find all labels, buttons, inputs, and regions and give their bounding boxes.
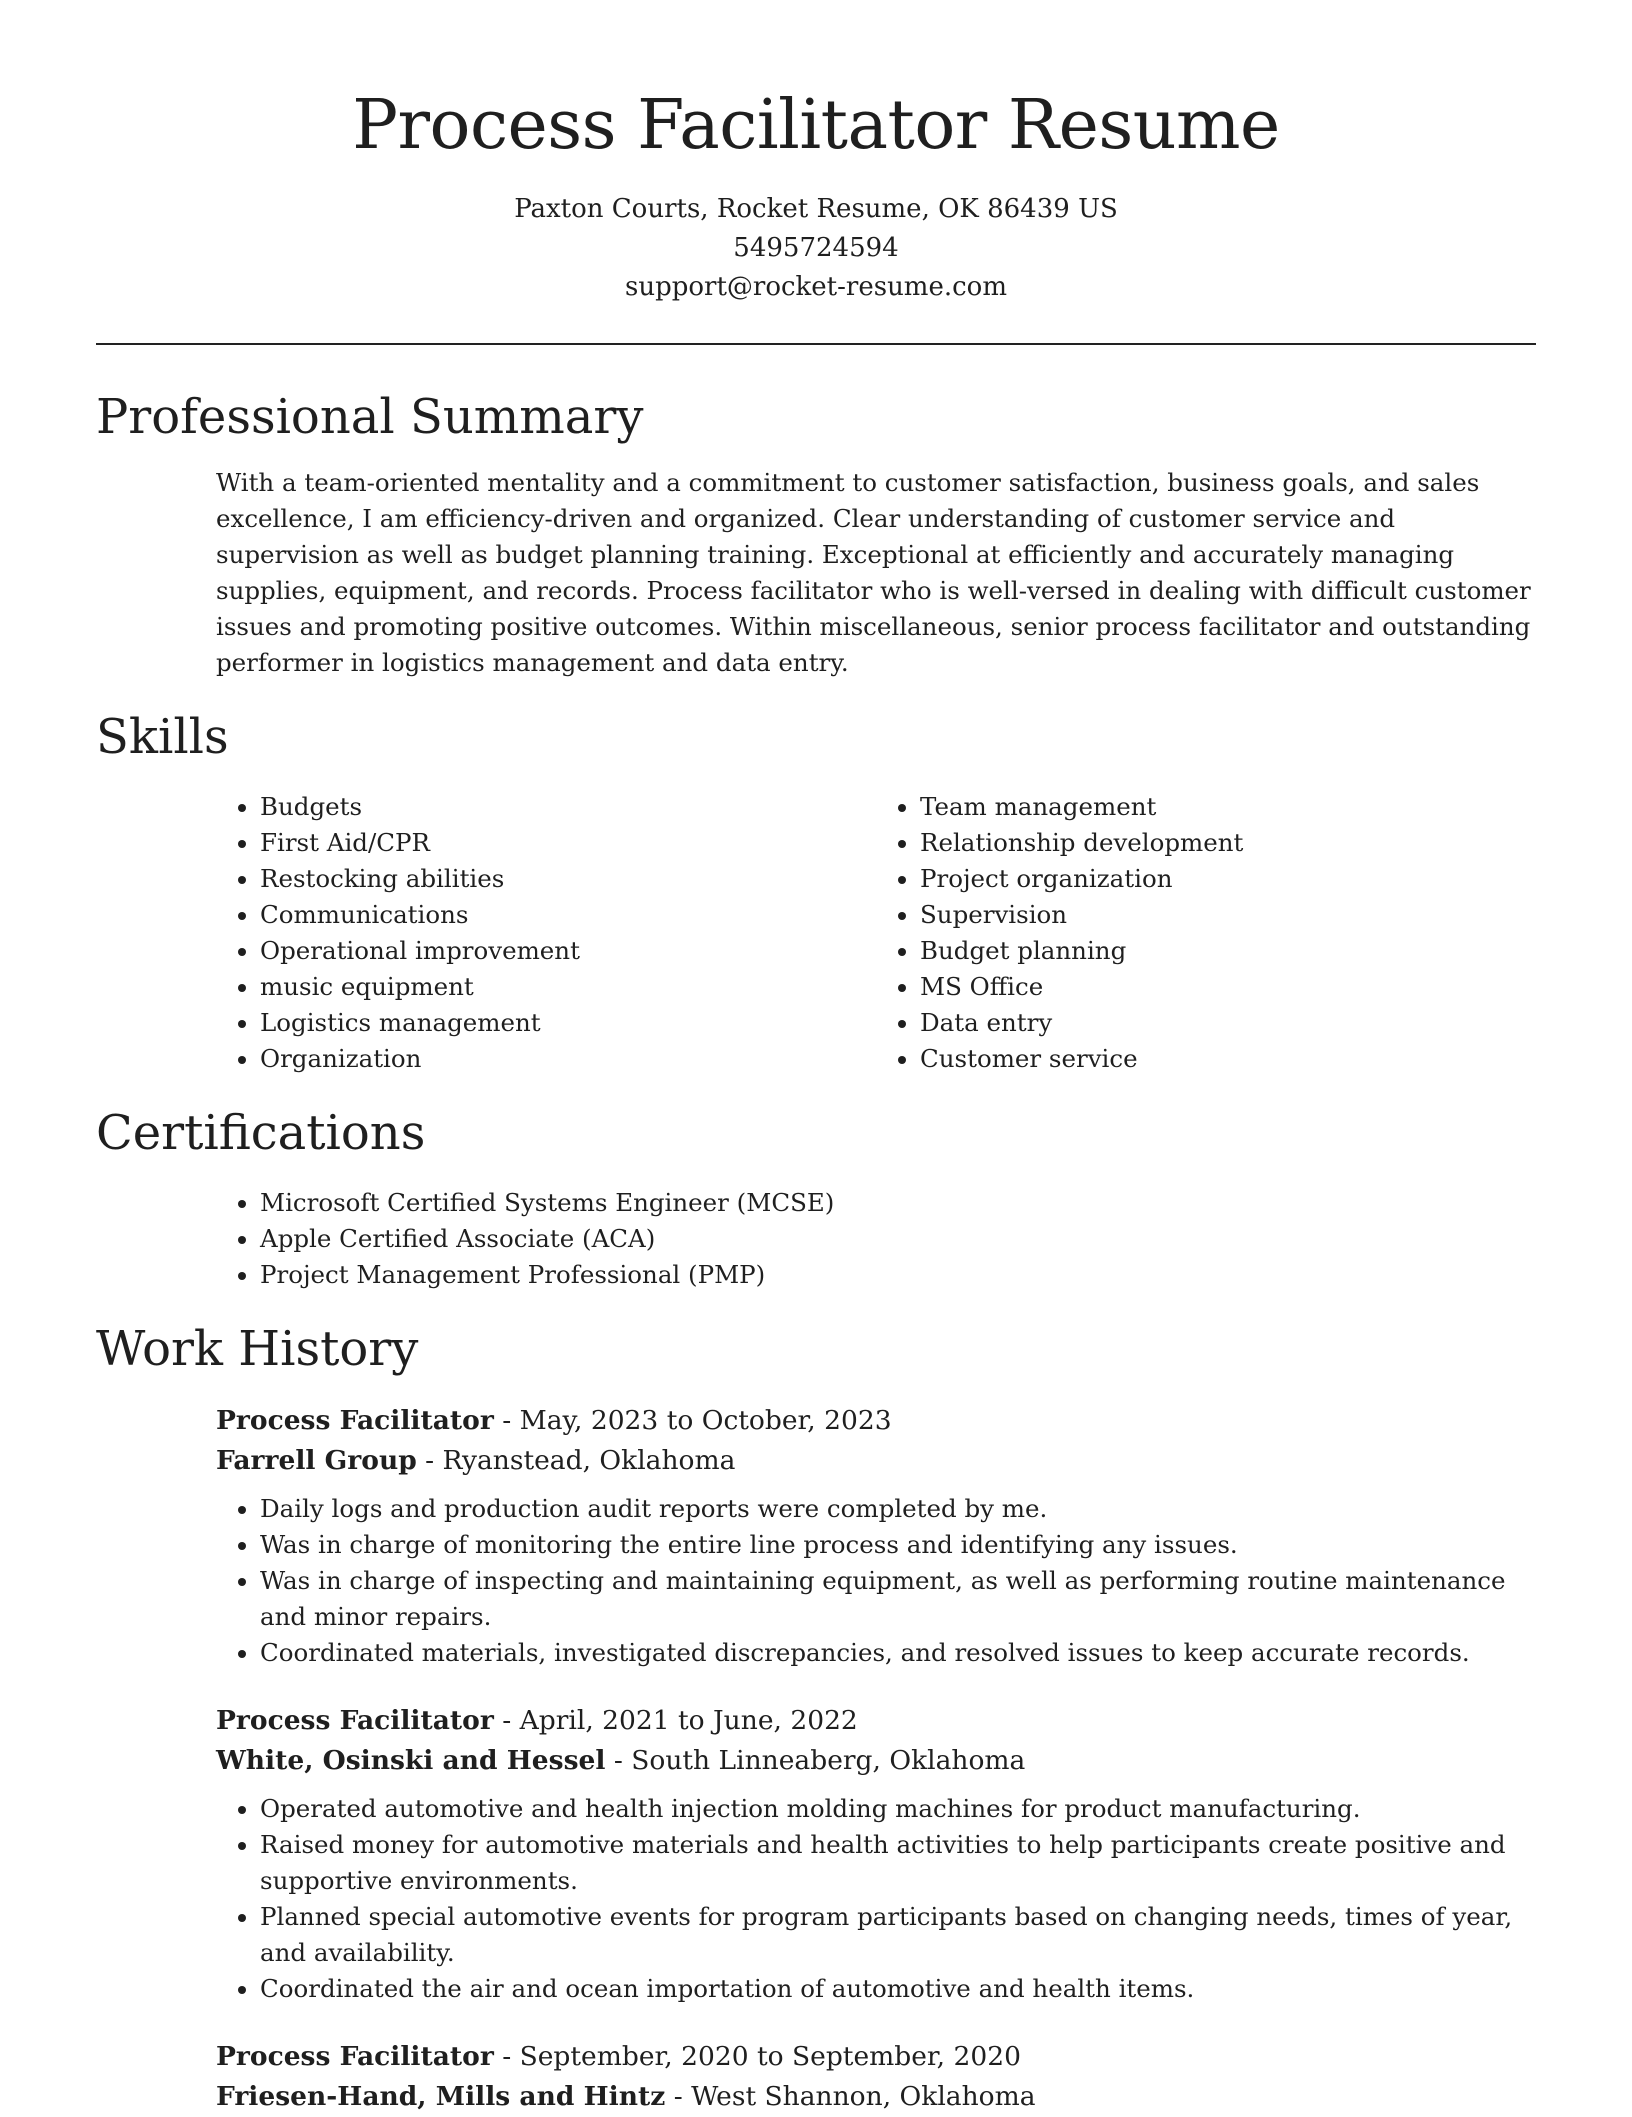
job-dates: - April, 2021 to June, 2022: [493, 1705, 858, 1736]
job-bullet: • Coordinated the air and ocean importation of automotive and health items.: [260, 1971, 1536, 2007]
header-divider: [96, 343, 1536, 345]
job-title: Process Facilitator: [216, 1705, 494, 1736]
summary-text: With a team-oriented mentality and a commitment to customer satisfaction, business goals, and sales excellence, I am efficiency-driven and organized. Clear understanding of customer service and supervision as well as budget planning training. Exceptional at efficiently and accurately managing supplies, equipment, and records. Process facilitator who is well-versed in dealing with difficult customer issues and promoting positive outcomes. Within miscellaneous, senior process facilitator and outstanding performer in logistics management and data entry.: [216, 468, 1531, 677]
contact-address: Paxton Courts, Rocket Resume, OK 86439 US: [514, 194, 1118, 224]
skills-list-right: [876, 789, 1536, 1077]
job-bullet: • Coordinated materials, investigated discrepancies, and resolved issues to keep accurate records.: [260, 1635, 1536, 1671]
certification-item: • Project Management Professional (PMP): [260, 1257, 1536, 1293]
job-location: - South Linneaberg, Oklahoma: [605, 1745, 1026, 1776]
skill-item: • Team management: [920, 789, 1536, 825]
contact-email: support@rocket-resume.com: [624, 272, 1007, 302]
certifications-list: [216, 1185, 1536, 1293]
job-company: White, Osinski and Hessel: [216, 1745, 606, 1776]
job-bullet: • Was in charge of inspecting and maintaining equipment, as well as performing routine maintenance and minor repairs.: [260, 1563, 1536, 1635]
skill-item: • Supervision: [920, 897, 1536, 933]
job-company: Friesen-Hand, Mills and Hintz: [216, 2081, 666, 2112]
job-bullet: • Was in charge of monitoring the entire line process and identifying any issues.: [260, 1527, 1536, 1563]
work-history-heading: Work History: [96, 1321, 419, 1377]
skill-item: • Data entry: [920, 1005, 1536, 1041]
job-bullet: • Planned special automotive events for program participants based on changing needs, times of year, and availability.: [260, 1899, 1536, 1971]
job-bullet: • Raised money for automotive materials and health activities to help participants create positive and supportive environments.: [260, 1827, 1536, 1899]
job-company: Farrell Group: [216, 1445, 417, 1476]
certification-item: • Apple Certified Associate (ACA): [260, 1221, 1536, 1257]
page-title: Process Facilitator Resume: [352, 86, 1280, 165]
job-company-line: [216, 2077, 1536, 2117]
job-dates: - September, 2020 to September, 2020: [493, 2041, 1021, 2072]
job-bullets: [216, 1491, 1536, 1671]
skill-item: • music equipment: [260, 969, 876, 1005]
job-entry: [216, 1701, 1536, 2007]
summary-heading: Professional Summary: [96, 389, 644, 445]
skill-item: • Logistics management: [260, 1005, 876, 1041]
job-bullet: • Operated automotive and health injection molding machines for product manufacturing.: [260, 1791, 1536, 1827]
job-location: - West Shannon, Oklahoma: [665, 2081, 1036, 2112]
job-title: Process Facilitator: [216, 2041, 494, 2072]
contact-phone: 5495724594: [733, 233, 899, 263]
certifications-section: [96, 1103, 1536, 1293]
skill-item: • First Aid/CPR: [260, 825, 876, 861]
skill-item: • Communications: [260, 897, 876, 933]
skills-list-left: [216, 789, 876, 1077]
job-bullet: • Daily logs and production audit reports were completed by me.: [260, 1491, 1536, 1527]
job-bullets: [216, 1791, 1536, 2007]
job-dates: - May, 2023 to October, 2023: [493, 1405, 892, 1436]
certifications-heading: Certifications: [96, 1105, 426, 1161]
certification-item: • Microsoft Certified Systems Engineer (MCSE): [260, 1185, 1536, 1221]
skill-item: • MS Office: [920, 969, 1536, 1005]
skill-item: • Project organization: [920, 861, 1536, 897]
job-title-line: [216, 1701, 1536, 1741]
skill-item: • Relationship development: [920, 825, 1536, 861]
summary-section: [96, 387, 1536, 681]
job-entry: [216, 2037, 1536, 2117]
skill-item: • Organization: [260, 1041, 876, 1077]
skills-heading: Skills: [96, 709, 229, 765]
job-company-line: [216, 1441, 1536, 1481]
work-history-section: [96, 1319, 1536, 2117]
skills-section: [96, 707, 1536, 1077]
job-title-line: [216, 2037, 1536, 2077]
contact-info: [96, 190, 1536, 307]
job-title: Process Facilitator: [216, 1405, 494, 1436]
skill-item: • Budget planning: [920, 933, 1536, 969]
job-location: - Ryanstead, Oklahoma: [416, 1445, 736, 1476]
job-entry: [216, 1401, 1536, 1671]
skill-item: • Restocking abilities: [260, 861, 876, 897]
job-title-line: [216, 1401, 1536, 1441]
job-company-line: [216, 1741, 1536, 1781]
skill-item: • Budgets: [260, 789, 876, 825]
skills-columns: [216, 789, 1536, 1077]
skill-item: • Customer service: [920, 1041, 1536, 1077]
skill-item: • Operational improvement: [260, 933, 876, 969]
